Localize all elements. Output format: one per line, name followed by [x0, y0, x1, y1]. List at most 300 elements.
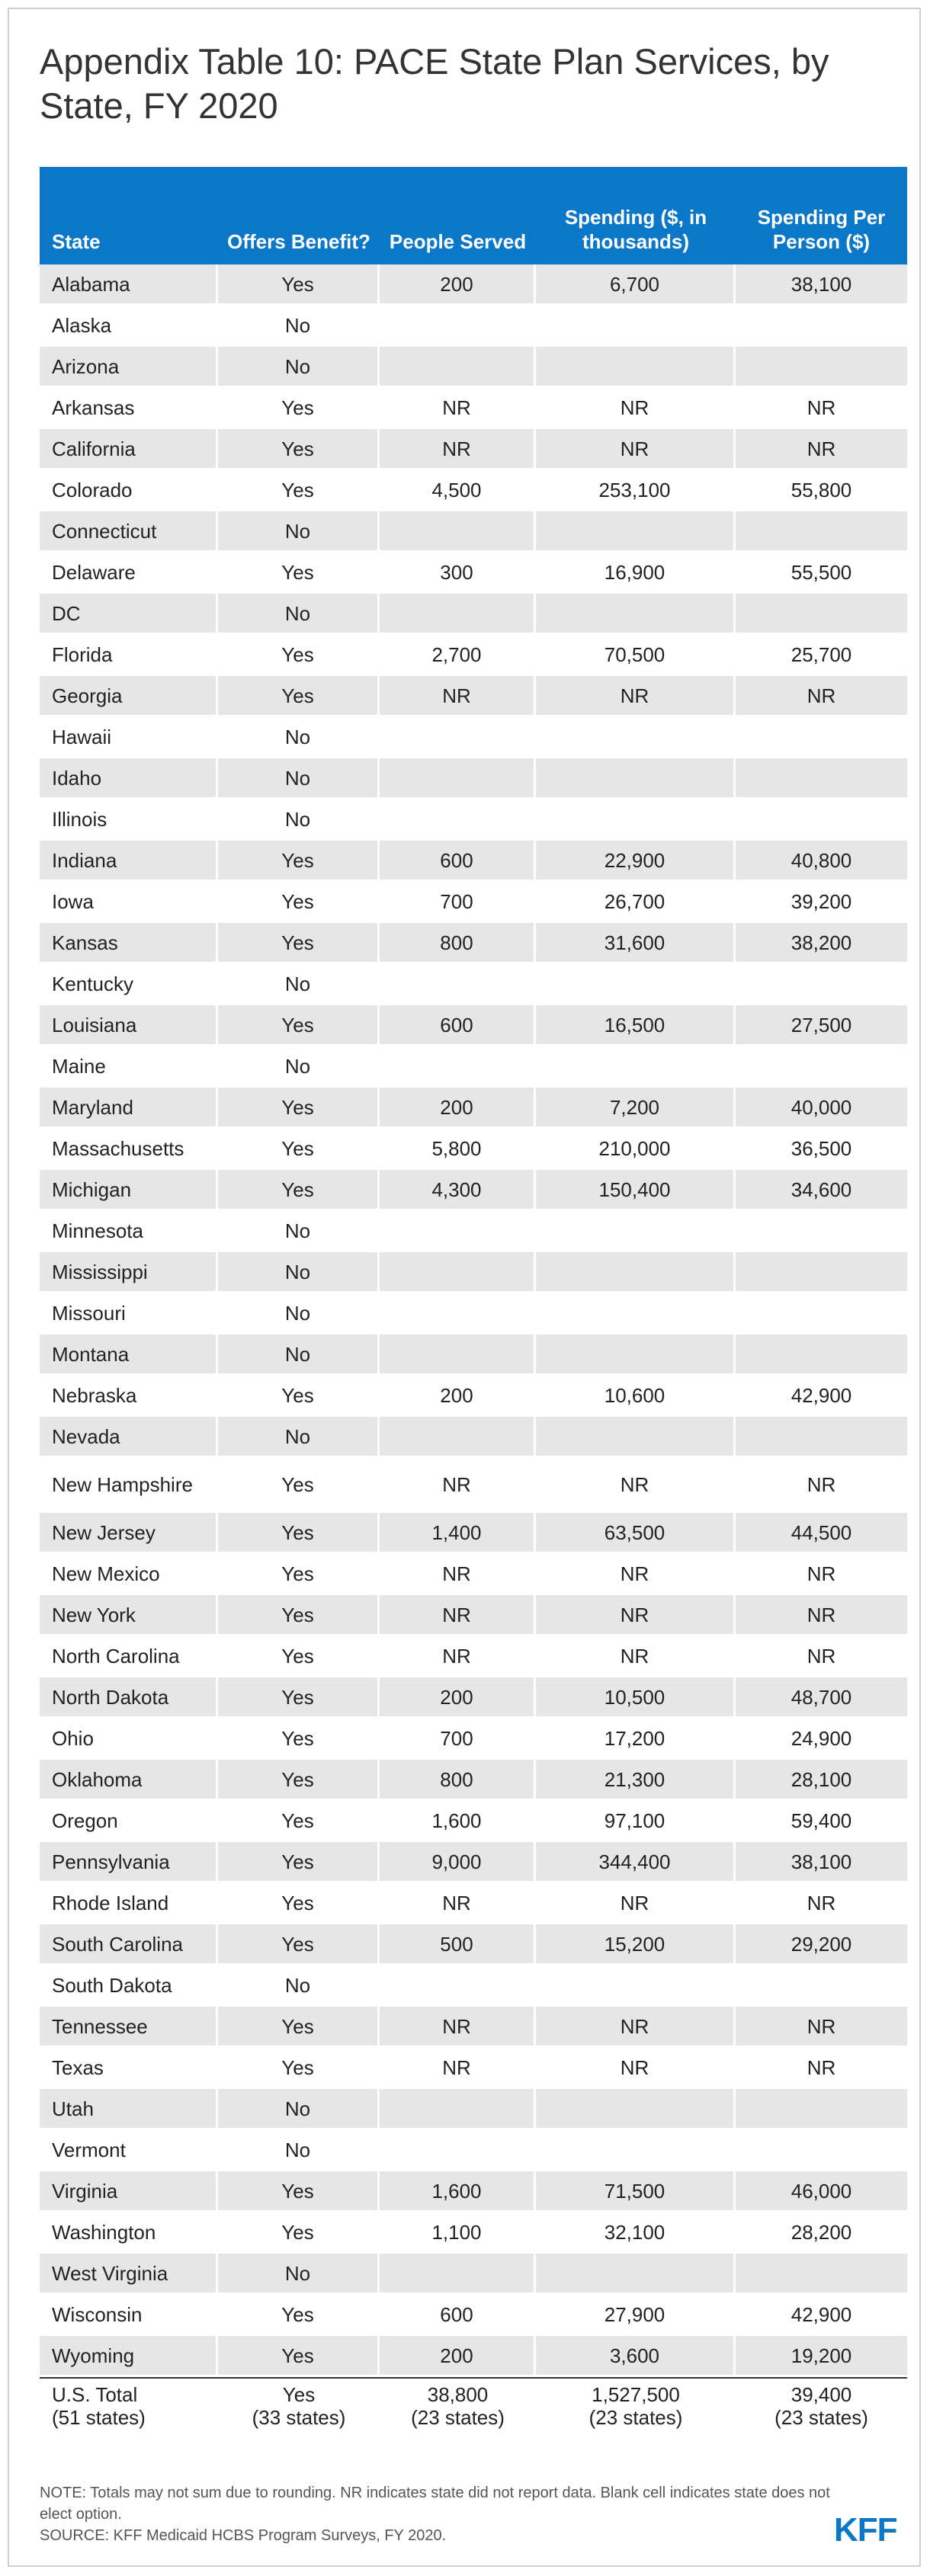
table-row [40, 923, 907, 964]
cell-spending [536, 511, 736, 553]
cell-offers-benefit: No [218, 964, 380, 1005]
cell-spending: 150,400 [536, 1170, 736, 1211]
cell-spending [536, 2130, 736, 2171]
cell-spending-per-person: 55,500 [736, 553, 907, 594]
cell-state: Connecticut [40, 511, 218, 553]
cell-people-served [380, 1334, 536, 1376]
table-row [40, 2254, 907, 2295]
cell-state: Colorado [40, 470, 218, 511]
cell-spending: 16,500 [536, 1005, 736, 1046]
header-spending-per-person: Spending Per Person ($) [736, 167, 907, 264]
cell-people-served: 4,500 [380, 470, 536, 511]
cell-spending-per-person [736, 594, 907, 635]
cell-people-served: 1,600 [380, 1801, 536, 1842]
cell-offers-benefit: Yes [218, 1513, 380, 1554]
cell-spending: NR [536, 388, 736, 429]
cell-state: Washington [40, 2212, 218, 2254]
cell-offers-benefit: No [218, 1966, 380, 2007]
table-row [40, 1417, 907, 1458]
cell-spending [536, 1293, 736, 1334]
cell-state: Minnesota [40, 1211, 218, 1252]
table-row [40, 1252, 907, 1293]
cell-spending [536, 1334, 736, 1376]
cell-state: Florida [40, 635, 218, 676]
cell-state: South Dakota [40, 1966, 218, 2007]
table-row [40, 1924, 907, 1966]
table-row [40, 1458, 907, 1513]
cell-spending-per-person: 19,200 [736, 2336, 907, 2377]
table-row [40, 1801, 907, 1842]
cell-people-served: 800 [380, 1760, 536, 1801]
cell-people-served [380, 347, 536, 388]
cell-state: DC [40, 594, 218, 635]
cell-spending-per-person: NR [736, 1636, 907, 1677]
cell-spending [536, 306, 736, 347]
cell-offers-benefit: Yes [218, 841, 380, 882]
table-row [40, 1129, 907, 1170]
footnotes [40, 2482, 832, 2546]
cell-offers-benefit: Yes [218, 1088, 380, 1129]
header-offers-benefit: Offers Benefit? [218, 167, 380, 264]
cell-state: Delaware [40, 553, 218, 594]
cell-spending-per-person [736, 2130, 907, 2171]
cell-state: New York [40, 1595, 218, 1636]
cell-spending [536, 1966, 736, 2007]
cell-offers-benefit: Yes [218, 388, 380, 429]
note-text: NOTE: Totals may not sum due to rounding. NR indicates state did not report data. Blank cell indicates state does not elect option. [40, 2485, 830, 2523]
cell-people-served [380, 1252, 536, 1293]
cell-offers-benefit: Yes [218, 1801, 380, 1842]
table-row [40, 676, 907, 717]
cell-people-served: 1,400 [380, 1513, 536, 1554]
cell-spending [536, 799, 736, 841]
cell-offers-benefit: No [218, 2254, 380, 2295]
figure-frame [8, 8, 921, 2567]
cell-people-served: NR [380, 1595, 536, 1636]
table-row [40, 1334, 907, 1376]
cell-offers-benefit: Yes [218, 1554, 380, 1595]
cell-spending-per-person [736, 1966, 907, 2007]
cell-spending: NR [536, 1883, 736, 1924]
cell-people-served [380, 717, 536, 758]
cell-state: Maine [40, 1046, 218, 1088]
cell-spending-per-person: 40,800 [736, 841, 907, 882]
cell-people-served: 5,800 [380, 1129, 536, 1170]
cell-people-served: 4,300 [380, 1170, 536, 1211]
cell-people-served: NR [380, 429, 536, 470]
cell-state: South Carolina [40, 1924, 218, 1966]
cell-spending-per-person: 38,100 [736, 264, 907, 306]
cell-spending: NR [536, 1458, 736, 1513]
cell-people-served [380, 1966, 536, 2007]
table-row [40, 758, 907, 799]
cell-offers-benefit: Yes [218, 2212, 380, 2254]
table-row [40, 1513, 907, 1554]
cell-spending-per-person: 48,700 [736, 1677, 907, 1719]
cell-state: Oregon [40, 1801, 218, 1842]
cell-offers-benefit: Yes [218, 1719, 380, 1760]
cell-people-served: 300 [380, 553, 536, 594]
table-row [40, 1211, 907, 1252]
table-row [40, 717, 907, 758]
total-row [40, 2377, 907, 2433]
cell-state: Michigan [40, 1170, 218, 1211]
cell-people-served: 700 [380, 1719, 536, 1760]
table-row [40, 388, 907, 429]
cell-offers-benefit: Yes [218, 2171, 380, 2212]
cell-state: New Jersey [40, 1513, 218, 1554]
table-row [40, 1170, 907, 1211]
cell-people-served: NR [380, 388, 536, 429]
cell-people-served [380, 1417, 536, 1458]
cell-spending [536, 758, 736, 799]
table-row [40, 1966, 907, 2007]
table-row [40, 882, 907, 923]
cell-people-served [380, 2254, 536, 2295]
cell-spending-per-person: 42,900 [736, 1376, 907, 1417]
table-body [40, 264, 907, 2377]
cell-offers-benefit: No [218, 717, 380, 758]
cell-spending-per-person [736, 1334, 907, 1376]
cell-people-served: 600 [380, 2295, 536, 2336]
cell-spending: 21,300 [536, 1760, 736, 1801]
cell-state: Wisconsin [40, 2295, 218, 2336]
table-row [40, 964, 907, 1005]
cell-spending [536, 964, 736, 1005]
cell-state: Utah [40, 2089, 218, 2130]
cell-spending-per-person [736, 306, 907, 347]
cell-spending: 26,700 [536, 882, 736, 923]
cell-state: Nevada [40, 1417, 218, 1458]
table-row [40, 2130, 907, 2171]
cell-state: Oklahoma [40, 1760, 218, 1801]
cell-spending [536, 347, 736, 388]
cell-spending-per-person [736, 758, 907, 799]
table-row [40, 2089, 907, 2130]
cell-spending: NR [536, 1595, 736, 1636]
cell-spending [536, 1211, 736, 1252]
table-row [40, 2048, 907, 2089]
cell-spending-per-person: 29,200 [736, 1924, 907, 1966]
table-row [40, 2295, 907, 2336]
cell-spending [536, 1046, 736, 1088]
table-row [40, 264, 907, 306]
table-row [40, 511, 907, 553]
cell-state: Tennessee [40, 2007, 218, 2048]
cell-offers-benefit: No [218, 2089, 380, 2130]
cell-state: Montana [40, 1334, 218, 1376]
table-row [40, 2336, 907, 2377]
cell-people-served: NR [380, 2048, 536, 2089]
cell-spending [536, 1417, 736, 1458]
cell-offers-benefit: Yes [218, 2048, 380, 2089]
cell-spending-per-person: 34,600 [736, 1170, 907, 1211]
table-row [40, 1883, 907, 1924]
cell-spending-per-person: 59,400 [736, 1801, 907, 1842]
cell-offers-benefit: Yes [218, 882, 380, 923]
cell-offers-benefit: Yes [218, 676, 380, 717]
cell-spending-per-person [736, 2089, 907, 2130]
cell-spending-per-person: 44,500 [736, 1513, 907, 1554]
cell-spending-per-person [736, 511, 907, 553]
cell-spending: 32,100 [536, 2212, 736, 2254]
cell-spending-per-person: NR [736, 1554, 907, 1595]
cell-spending: 10,500 [536, 1677, 736, 1719]
table-row [40, 1293, 907, 1334]
cell-people-served [380, 964, 536, 1005]
table-row [40, 1595, 907, 1636]
cell-spending: 70,500 [536, 635, 736, 676]
cell-state: Alaska [40, 306, 218, 347]
cell-offers-benefit: Yes [218, 1170, 380, 1211]
cell-offers-benefit: Yes [218, 1883, 380, 1924]
cell-spending-per-person [736, 1293, 907, 1334]
cell-people-served: 600 [380, 841, 536, 882]
cell-state: Alabama [40, 264, 218, 306]
cell-spending [536, 2089, 736, 2130]
cell-state: Wyoming [40, 2336, 218, 2377]
cell-state: West Virginia [40, 2254, 218, 2295]
cell-spending-per-person: 38,200 [736, 923, 907, 964]
cell-spending: NR [536, 2048, 736, 2089]
cell-people-served [380, 799, 536, 841]
cell-spending-per-person [736, 1211, 907, 1252]
cell-state: North Carolina [40, 1636, 218, 1677]
cell-people-served: NR [380, 2007, 536, 2048]
cell-spending-per-person [736, 717, 907, 758]
cell-spending-per-person: NR [736, 676, 907, 717]
table-row [40, 1376, 907, 1417]
cell-people-served: 200 [380, 264, 536, 306]
cell-spending: NR [536, 676, 736, 717]
cell-spending-per-person: 46,000 [736, 2171, 907, 2212]
cell-people-served: NR [380, 1883, 536, 1924]
cell-spending-per-person: 42,900 [736, 2295, 907, 2336]
cell-offers-benefit: No [218, 758, 380, 799]
table-row [40, 306, 907, 347]
cell-spending-per-person: 24,900 [736, 1719, 907, 1760]
cell-spending: 10,600 [536, 1376, 736, 1417]
cell-state: New Hampshire [40, 1458, 218, 1513]
cell-state: Missouri [40, 1293, 218, 1334]
cell-spending: 253,100 [536, 470, 736, 511]
table-row [40, 553, 907, 594]
cell-spending: 71,500 [536, 2171, 736, 2212]
table-row [40, 1046, 907, 1088]
cell-spending: NR [536, 2007, 736, 2048]
cell-offers-benefit: Yes [218, 1677, 380, 1719]
cell-people-served: 1,100 [380, 2212, 536, 2254]
cell-people-served: NR [380, 1458, 536, 1513]
table-header-row [40, 167, 907, 264]
cell-spending-per-person: NR [736, 2007, 907, 2048]
total-spending: 1,527,500 (23 states) [536, 2377, 736, 2433]
total-offers: Yes (33 states) [218, 2377, 380, 2433]
cell-offers-benefit: No [218, 1211, 380, 1252]
cell-offers-benefit: Yes [218, 553, 380, 594]
cell-state: Vermont [40, 2130, 218, 2171]
table-row [40, 594, 907, 635]
cell-people-served: 700 [380, 882, 536, 923]
cell-people-served: 600 [380, 1005, 536, 1046]
cell-spending-per-person: 36,500 [736, 1129, 907, 1170]
cell-state: Mississippi [40, 1252, 218, 1293]
cell-offers-benefit: Yes [218, 1129, 380, 1170]
cell-state: Virginia [40, 2171, 218, 2212]
cell-spending-per-person [736, 1252, 907, 1293]
cell-offers-benefit: Yes [218, 1595, 380, 1636]
cell-spending-per-person [736, 1417, 907, 1458]
table-row [40, 1636, 907, 1677]
cell-state: Rhode Island [40, 1883, 218, 1924]
cell-offers-benefit: No [218, 1417, 380, 1458]
cell-offers-benefit: Yes [218, 2007, 380, 2048]
cell-state: California [40, 429, 218, 470]
table-row [40, 841, 907, 882]
cell-people-served: 500 [380, 1924, 536, 1966]
cell-state: Kentucky [40, 964, 218, 1005]
total-state: U.S. Total (51 states) [40, 2377, 218, 2433]
table-row [40, 1088, 907, 1129]
cell-spending: 210,000 [536, 1129, 736, 1170]
table-row [40, 2007, 907, 2048]
cell-spending: 97,100 [536, 1801, 736, 1842]
cell-people-served [380, 758, 536, 799]
cell-spending-per-person: 40,000 [736, 1088, 907, 1129]
cell-spending-per-person: 25,700 [736, 635, 907, 676]
cell-state: Illinois [40, 799, 218, 841]
cell-spending: 344,400 [536, 1842, 736, 1883]
cell-offers-benefit: No [218, 799, 380, 841]
header-people-served: People Served [380, 167, 536, 264]
cell-spending: 7,200 [536, 1088, 736, 1129]
cell-spending-per-person [736, 347, 907, 388]
cell-offers-benefit: No [218, 511, 380, 553]
cell-spending: 3,600 [536, 2336, 736, 2377]
table-container [40, 167, 907, 2433]
cell-spending-per-person: NR [736, 1458, 907, 1513]
cell-state: Hawaii [40, 717, 218, 758]
cell-offers-benefit: Yes [218, 2336, 380, 2377]
source-text: SOURCE: KFF Medicaid HCBS Program Surveys, FY 2020. [40, 2527, 447, 2544]
cell-people-served: 200 [380, 1088, 536, 1129]
cell-spending-per-person [736, 1046, 907, 1088]
cell-state: Texas [40, 2048, 218, 2089]
cell-people-served [380, 511, 536, 553]
cell-spending: 31,600 [536, 923, 736, 964]
cell-spending-per-person [736, 2254, 907, 2295]
cell-offers-benefit: No [218, 2130, 380, 2171]
cell-people-served [380, 1293, 536, 1334]
cell-state: Arizona [40, 347, 218, 388]
cell-spending-per-person: 39,200 [736, 882, 907, 923]
cell-people-served: 1,600 [380, 2171, 536, 2212]
total-people: 38,800 (23 states) [380, 2377, 536, 2433]
cell-offers-benefit: Yes [218, 1842, 380, 1883]
cell-people-served [380, 2089, 536, 2130]
table-row [40, 470, 907, 511]
table-row [40, 347, 907, 388]
cell-spending-per-person: NR [736, 429, 907, 470]
table-row [40, 1760, 907, 1801]
cell-spending: 22,900 [536, 841, 736, 882]
cell-spending-per-person: 28,200 [736, 2212, 907, 2254]
table-row [40, 1677, 907, 1719]
cell-state: Louisiana [40, 1005, 218, 1046]
cell-people-served [380, 306, 536, 347]
cell-state: Pennsylvania [40, 1842, 218, 1883]
cell-state: Ohio [40, 1719, 218, 1760]
state-services-table [40, 167, 907, 2433]
table-row [40, 1554, 907, 1595]
cell-offers-benefit: Yes [218, 429, 380, 470]
cell-offers-benefit: Yes [218, 635, 380, 676]
cell-offers-benefit: No [218, 1046, 380, 1088]
table-row [40, 1719, 907, 1760]
cell-people-served: 200 [380, 2336, 536, 2377]
cell-offers-benefit: Yes [218, 1376, 380, 1417]
table-row [40, 2171, 907, 2212]
cell-state: Idaho [40, 758, 218, 799]
cell-spending: NR [536, 1636, 736, 1677]
table-row [40, 1005, 907, 1046]
cell-spending-per-person: NR [736, 2048, 907, 2089]
cell-spending-per-person: 38,100 [736, 1842, 907, 1883]
page-title: Appendix Table 10: PACE State Plan Services, by State, FY 2020 [40, 41, 829, 126]
kff-logo: KFF [834, 2511, 897, 2549]
cell-people-served: 2,700 [380, 635, 536, 676]
cell-offers-benefit: No [218, 594, 380, 635]
cell-offers-benefit: Yes [218, 264, 380, 306]
cell-offers-benefit: No [218, 1252, 380, 1293]
table-row [40, 799, 907, 841]
total-per-person: 39,400 (23 states) [736, 2377, 907, 2433]
cell-spending [536, 594, 736, 635]
cell-spending-per-person: NR [736, 1883, 907, 1924]
cell-state: Iowa [40, 882, 218, 923]
cell-people-served [380, 1046, 536, 1088]
cell-spending-per-person: 28,100 [736, 1760, 907, 1801]
cell-spending: 6,700 [536, 264, 736, 306]
cell-people-served: NR [380, 1554, 536, 1595]
cell-spending [536, 1252, 736, 1293]
table-row [40, 1842, 907, 1883]
cell-spending: 17,200 [536, 1719, 736, 1760]
cell-people-served [380, 2130, 536, 2171]
cell-offers-benefit: Yes [218, 470, 380, 511]
table-row [40, 635, 907, 676]
cell-offers-benefit: No [218, 1293, 380, 1334]
cell-state: Nebraska [40, 1376, 218, 1417]
cell-people-served: 9,000 [380, 1842, 536, 1883]
cell-state: Massachusetts [40, 1129, 218, 1170]
cell-spending [536, 717, 736, 758]
cell-offers-benefit: Yes [218, 2295, 380, 2336]
cell-people-served [380, 594, 536, 635]
cell-state: Arkansas [40, 388, 218, 429]
cell-spending-per-person: NR [736, 388, 907, 429]
cell-offers-benefit: Yes [218, 1005, 380, 1046]
cell-spending-per-person [736, 799, 907, 841]
cell-spending [536, 2254, 736, 2295]
cell-state: Maryland [40, 1088, 218, 1129]
cell-spending-per-person: 55,800 [736, 470, 907, 511]
cell-people-served: NR [380, 676, 536, 717]
cell-spending-per-person [736, 964, 907, 1005]
cell-people-served [380, 1211, 536, 1252]
cell-spending-per-person: 27,500 [736, 1005, 907, 1046]
cell-spending: 15,200 [536, 1924, 736, 1966]
